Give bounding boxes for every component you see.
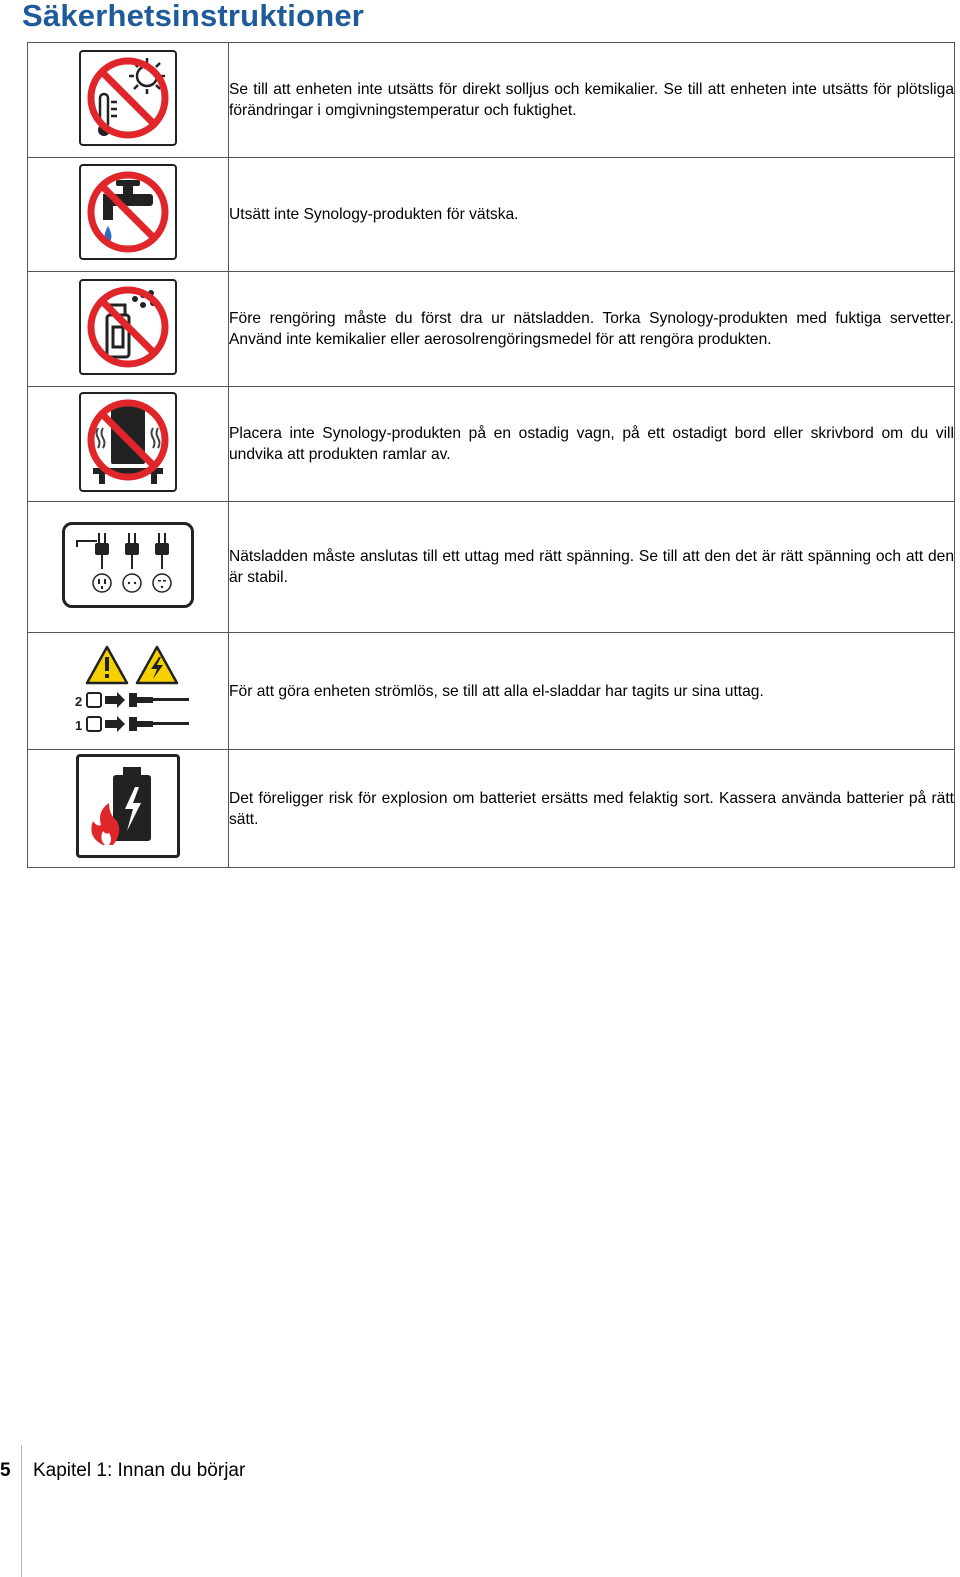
instruction-text: Nätsladden måste anslutas till ett uttag med rätt spänning. Se till att den det är rätt spänning och att den är stabil. [229,548,954,586]
cord-number-1: 1 [75,718,83,733]
instruction-text: För att göra enheten strömlös, se till att alla el-sladdar har tagits ur sina uttag. [229,682,764,700]
text-cell [229,272,955,387]
chapter-title: Kapitel 1: Innan du börjar [33,1460,246,1481]
cord-number-2: 2 [75,694,83,709]
safety-row [28,633,955,750]
icon-cell [28,502,229,633]
power-outlet-voltage-icon [62,522,194,608]
no-unstable-surface-icon [79,392,177,492]
no-aerosol-cleaner-icon [79,279,177,375]
instruction-text: Det föreligger risk för explosion om batteriet ersätts med felaktig sort. Kassera använda batterier på rätt sätt. [229,789,954,828]
icon-cell [28,633,229,750]
no-liquid-icon [79,164,177,260]
page-title: Säkerhetsinstruktioner [22,0,365,33]
text-cell [229,502,955,633]
icon-cell [28,272,229,387]
icon-cell [28,43,229,158]
instruction-text: Placera inte Synology-produkten på en ostadig vagn, på ett ostadigt bord eller skrivbord om du vill undvika att produkten ramlar av. [229,425,954,463]
icon-cell [28,387,229,502]
instruction-text: Se till att enheten inte utsätts för direkt solljus och kemikalier. Se till att enheten inte utsätts för plötsliga förändringar i omgivningstemperatur och fuktighet. [229,81,954,119]
safety-row [28,158,955,272]
instruction-text: Före rengöring måste du först dra ur nätsladden. Torka Synology-produkten med fuktiga servetter. Använd inte kemikalier eller aerosolrengöringsmedel för att rengöra produkten. [229,310,954,348]
instruction-text: Utsätt inte Synology-produkten för vätska. [229,206,519,223]
icon-cell [28,750,229,868]
safety-row [28,272,955,387]
safety-instructions-table [27,42,955,868]
safety-row [28,750,955,868]
no-sunlight-heat-icon [79,50,177,146]
page-number: 5 [0,1460,11,1481]
text-cell [229,158,955,272]
footer-separator [21,1445,22,1577]
icon-cell [28,158,229,272]
text-cell [229,387,955,502]
safety-row [28,43,955,158]
text-cell [229,750,955,868]
safety-row [28,387,955,502]
text-cell [229,43,955,158]
safety-row [28,502,955,633]
text-cell [229,633,955,750]
unplug-all-cords-icon [63,643,193,739]
battery-explosion-icon [76,754,180,858]
